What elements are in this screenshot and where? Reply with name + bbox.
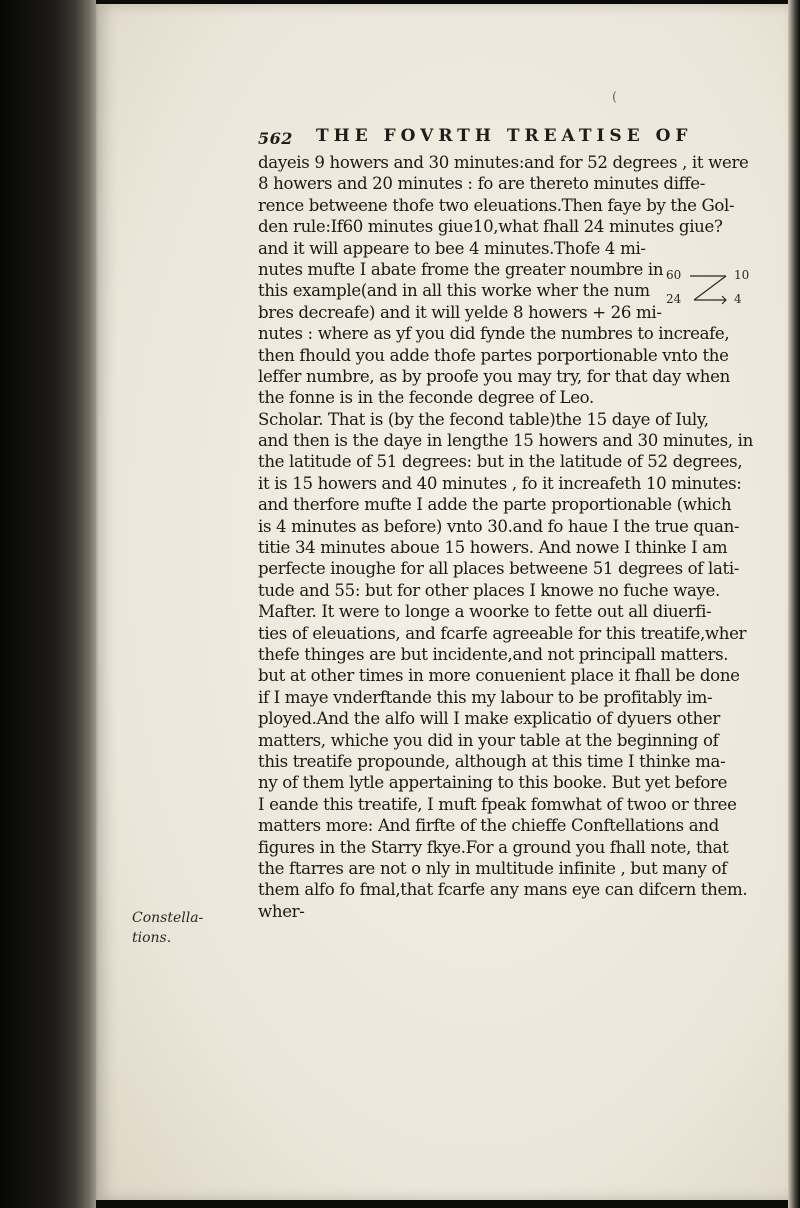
text-line: then fhould you adde thofe partes porportionable vnto the: [258, 345, 729, 365]
text-line: the latitude of 51 degrees: but in the latitude of 52 degrees,: [258, 452, 743, 472]
text-line: them alfo fo fmal,that fcarfe any mans eye can difcern them.: [258, 880, 748, 900]
text-line: it is 15 howers and 40 minutes , fo it increafeth 10 minutes:: [258, 473, 742, 493]
text-line: but at other times in more conuenient place it fhall be done: [258, 666, 740, 686]
text-line: titie 34 minutes aboue 15 howers. And nowe I thinke I am: [258, 538, 728, 558]
figure-bottom-left: 24: [666, 292, 682, 306]
text-line: den rule:If60 minutes giue10,what fhall 24 minutes giue?: [258, 217, 723, 237]
text-line: thefe thinges are but incidente,and not principall matters.: [258, 644, 729, 664]
folio-number: 562: [258, 129, 293, 148]
text-line: Scholar. That is (by the fecond table)the 15 daye of Iuly,: [258, 409, 709, 429]
text-line: is 4 minutes as before) vnto 30.and fo haue I the true quan-: [258, 516, 740, 536]
page-header: [258, 126, 698, 148]
body-text: [258, 152, 753, 922]
text-line: the fonne is in the feconde degree of Leo.: [258, 388, 594, 408]
text-line: wher-: [258, 901, 305, 921]
figure-bottom-right: 4: [734, 292, 742, 306]
text-line: ny of them lytle appertaining to this booke. But yet before: [258, 773, 728, 793]
text-line: Mafter. It were to longe a woorke to fette out all diuerfi-: [258, 602, 712, 622]
running-title: THE FOVRTH TREATISE OF: [316, 126, 693, 146]
text-line: and it will appeare to bee 4 minutes.Thofe 4 mi-: [258, 238, 646, 258]
text-line: perfecte inoughe for all places betweene 51 degrees of lati-: [258, 559, 740, 579]
text-line: nutes mufte I abate frome the greater noumbre in: [258, 259, 664, 279]
text-line: this example(and in all this worke wher the num: [258, 281, 650, 301]
page-mark: (: [612, 90, 618, 105]
text-line: 8 howers and 20 minutes : fo are thereto minutes diffe-: [258, 174, 705, 194]
text-line: figures in the Starry fkye.For a ground you fhall note, that: [258, 837, 729, 857]
figure-top-left: 60: [666, 268, 682, 282]
text-line: tude and 55: but for other places I knowe no fuche waye.: [258, 580, 720, 600]
proportion-figure: [664, 268, 754, 312]
book-spine-shadow: [0, 0, 96, 1208]
text-line: this treatife propounde, although at this time I thinke ma-: [258, 751, 726, 771]
text-line: bres decreafe) and it will yelde 8 howers + 26 mi-: [258, 302, 662, 322]
figure-top-right: 10: [734, 268, 750, 282]
margin-note-line: Constella-: [132, 910, 204, 926]
text-line: nutes : where as yf you did fynde the numbres to increafe,: [258, 324, 730, 344]
text-line: the ftarres are not o nly in multitude infinite , but many of: [258, 858, 727, 878]
text-line: matters, whiche you did in your table at the beginning of: [258, 730, 719, 750]
text-line: dayeis 9 howers and 30 minutes:and for 52 degrees , it were: [258, 153, 749, 172]
text-line: if I maye vnderftande this my labour to be profitably im-: [258, 687, 713, 707]
text-line: ployed.And the alfo will I make explicatio of dyuers other: [258, 709, 720, 729]
text-line: matters more: And firfte of the chieffe Conftellations and: [258, 816, 719, 836]
margin-note-line: tions.: [132, 930, 172, 946]
text-line: ties of eleuations, and fcarfe agreeable for this treatife,wher: [258, 623, 747, 643]
text-line: rence betweene thofe two eleuations.Then faye by the Gol-: [258, 195, 735, 215]
page-edge: [788, 0, 800, 1208]
text-line: and then is the daye in lengthe 15 howers and 30 minutes, in: [258, 431, 753, 451]
marginal-note: [132, 908, 210, 948]
text-line: leffer numbre, as by proofe you may try, for that day when: [258, 366, 730, 386]
text-line: I eande this treatife, I muft fpeak fomwhat of twoo or three: [258, 794, 737, 814]
text-line: and therfore mufte I adde the parte proportionable (which: [258, 495, 732, 515]
crossed-lines-icon: [664, 268, 754, 312]
